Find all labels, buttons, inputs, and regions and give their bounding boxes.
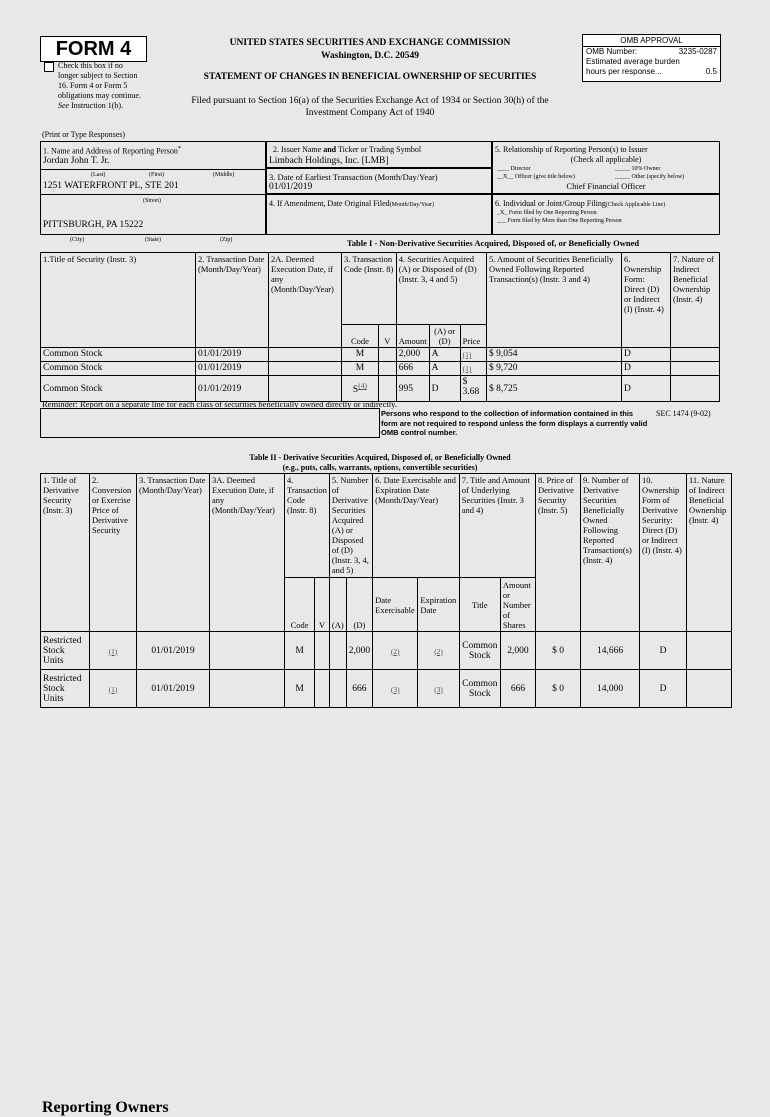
t1-r1-title: Common Stock (41, 362, 196, 376)
box2-issuer: 2. Issuer Name and Ticker or Trading Symbol Limbach Holdings, Inc. [LMB] (266, 141, 492, 168)
form-title: FORM 4 (40, 36, 147, 62)
t1-h5: 5. Amount of Securities Beneficially Owned Following Reported Transaction(s) (Instr. 3 and 4) (487, 253, 622, 348)
t1-r0-amount: 2,000 (396, 348, 429, 362)
t2-h4: 4. Transaction Code (Instr. 8) (285, 474, 330, 578)
t2-r1-price: $ 0 (536, 670, 581, 708)
t1-r0-nature (671, 348, 720, 362)
t1-amount: Amount (396, 325, 429, 348)
t2-r0-code: M (285, 632, 315, 670)
t1-r0-code: M (342, 348, 379, 362)
t2-r0-ex-link[interactable]: (2) (390, 646, 400, 656)
t1-h1: 1.Title of Security (Instr. 3) (41, 253, 196, 348)
t2-r0-owned: 14,666 (581, 632, 640, 670)
t1-h6: 6. Ownership Form: Direct (D) or Indirect (I) (Instr. 4) (622, 253, 671, 348)
t2-code: Code (285, 578, 315, 632)
t2-h3a: 3A. Deemed Execution Date, if any (Month/Day/Year) (210, 474, 285, 632)
officer-mark: __X__ (497, 174, 514, 180)
last-label: (Last) (91, 172, 106, 178)
box5-label: 5. Relationship of Reporting Person(s) to Issuer (495, 145, 648, 154)
commission-location: Washington, D.C. 20549 (321, 51, 419, 61)
t2-r0-uamt: 2,000 (500, 632, 535, 670)
t2-r1-utitle: Common Stock (459, 670, 500, 708)
table1-title: Table I - Non-Derivative Securities Acquired, Disposed of, or Beneficially Owned (346, 238, 640, 248)
reporting-person-city: PITTSBURGH, PA 15222 (43, 220, 144, 230)
box6-label: 6. Individual or Joint/Group Filing (495, 199, 606, 208)
omb-burden-label: Estimated average burden (586, 57, 680, 66)
t1-code: Code (342, 325, 379, 348)
no-longer-subject-note: Check this box if no longer subject to Section 16. Form 4 or Form 5 obligations may continue. See Instruction 1(b). (44, 61, 144, 111)
box1-reporting-person: 1. Name and Address of Reporting Person* Jordan John T. Jr. (Last) (First) (Middle) 1251 WATERFRONT PL, STE 201 (Street) PITTSBURGH, PA 15222 (40, 141, 266, 235)
t1-r0-form: D (622, 348, 671, 362)
t1-price: Price (460, 325, 486, 348)
t1-r2-deemed (269, 376, 342, 402)
t2-h5: 5. Number of Derivative Securities Acquired (A) or Disposed of (D) (Instr. 3, 4, and 5) (329, 474, 372, 578)
t1-r2-ad: D (429, 376, 460, 402)
t2-r0-deemed (210, 632, 285, 670)
t2-r1-a (329, 670, 346, 708)
reminder-note: Reminder: Report on a separate line for each class of securities beneficially owned directly or indirectly. (42, 399, 397, 409)
t2-h8: 8. Price of Derivative Security (Instr. 5) (536, 474, 581, 632)
omb-title: OMB APPROVAL (583, 35, 720, 47)
t2-r1-deemed (210, 670, 285, 708)
t2-r0-title: Restricted Stock Units (41, 632, 90, 670)
middle-label: (Middle) (213, 172, 235, 178)
t2-d: (D) (346, 578, 372, 632)
t2-r0-utitle: Common Stock (459, 632, 500, 670)
t1-r1-nature (671, 362, 720, 376)
t1-r1-owned: $ 9,720 (487, 362, 622, 376)
officer-title: Chief Financial Officer (566, 181, 646, 191)
t1-r0-title: Common Stock (41, 348, 196, 362)
omb-number-value: 3235-0287 (678, 47, 717, 56)
t1-r2-code: S (352, 385, 359, 396)
t2-r0-nature (687, 632, 732, 670)
box5-sub: (Check all applicable) (570, 155, 642, 164)
reporting-person-street: 1251 WATERFRONT PL, STE 201 (43, 181, 179, 191)
state-label: (State) (145, 237, 161, 243)
filed-pursuant: Filed pursuant to Section 16(a) of the Securities Exchange Act of 1934 or Section 30(h) of the (191, 96, 549, 106)
t2-r1-d: 666 (346, 670, 372, 708)
table1 (40, 252, 720, 402)
t2-r1-code: M (285, 670, 315, 708)
t2-r1-date: 01/01/2019 (137, 670, 210, 708)
table-row (41, 348, 720, 362)
t2-r0-exp-link[interactable]: (2) (434, 646, 443, 656)
t2-r0-a (329, 632, 346, 670)
t1-r2-footnote-link[interactable]: (4) (358, 381, 367, 391)
omb-number-label: OMB Number: (586, 47, 638, 56)
t1-h2a: 2A. Deemed Execution Date, if any (Month/Day/Year) (269, 253, 342, 348)
t1-r1-footnote-link[interactable]: (1) (462, 364, 472, 373)
t2-a: (A) (329, 578, 346, 632)
t2-r1-owned: 14,000 (581, 670, 640, 708)
t1-h7: 7. Nature of Indirect Beneficial Ownership (Instr. 4) (671, 253, 720, 348)
commission-name: UNITED STATES SECURITIES AND EXCHANGE COMMISSION (229, 38, 511, 48)
table2-subtitle: (e.g., puts, calls, warrants, options, convertible securities) (282, 463, 478, 472)
t1-r2-date: 01/01/2019 (196, 376, 269, 402)
t1-r1-form: D (622, 362, 671, 376)
street-label: (Street) (143, 198, 161, 204)
no-longer-subject-checkbox[interactable] (44, 62, 54, 72)
box3-label: 3. Date of Earliest Transaction (Month/Day/Year) (269, 172, 438, 182)
filing-opt2: Form filed by More than One Reporting Person (507, 218, 622, 224)
t2-h2: 2. Conversion or Exercise Price of Derivative Security (90, 474, 137, 632)
t2-r1-uamt: 666 (500, 670, 535, 708)
t1-r0-footnote-link[interactable]: (1) (462, 350, 472, 359)
t1-r1-ad: A (429, 362, 460, 376)
first-label: (First) (149, 172, 164, 178)
t2-h7: 7. Title and Amount of Underlying Securities (Instr. 3 and 4) (459, 474, 535, 578)
t2-r0-conv-link[interactable]: (1) (108, 646, 118, 656)
filed-pursuant-2: Investment Company Act of 1940 (305, 108, 435, 118)
t1-r1-v (378, 362, 396, 376)
t2-r1-v (315, 670, 330, 708)
t1-h3: 3. Transaction Code (Instr. 8) (342, 253, 397, 325)
t2-h1: 1. Title of Derivative Security (Instr. 3) (41, 474, 90, 632)
filing-opt1: Form filed by One Reporting Person (508, 210, 597, 216)
t2-r0-price: $ 0 (536, 632, 581, 670)
box4-amendment: 4. If Amendment, Date Original Filed(Month/Day/Year) (266, 194, 492, 235)
box6-filing: 6. Individual or Joint/Group Filing(Check Applicable Line) _X_ Form filed by One Reporting Person ___ Form filed by More than One Reporting Person (492, 194, 720, 235)
table-row (41, 670, 732, 708)
sec-code: SEC 1474 (9-02) (656, 409, 711, 418)
t1-r2-amount: 995 (396, 376, 429, 402)
t1-v: V (378, 325, 396, 348)
t2-amount-col: Amount or Number of Shares (500, 578, 535, 632)
box2-label: 2. Issuer Name (273, 145, 322, 154)
t2-h11: 11. Nature of Indirect Beneficial Ownership (Instr. 4) (687, 474, 732, 632)
t1-aord: (A) or (D) (429, 325, 460, 348)
t1-r0-owned: $ 9,054 (487, 348, 622, 362)
statement-title: STATEMENT OF CHANGES IN BENEFICIAL OWNERSHIP OF SECURITIES (203, 72, 537, 82)
t2-date-ex: Date Exercisable (373, 578, 418, 632)
t2-r0-v (315, 632, 330, 670)
omb-hours-value: 0.5 (705, 67, 717, 76)
t1-r0-deemed (269, 348, 342, 362)
t1-h2: 2. Transaction Date (Month/Day/Year) (196, 253, 269, 348)
persons-notice: Persons who respond to the collection of information contained in this form are not required to respond unless the form displays a currently valid OMB control number. (381, 409, 648, 437)
director-option: Director (510, 166, 531, 172)
t1-r1-amount: 666 (396, 362, 429, 376)
t2-r1-form: D (640, 670, 687, 708)
t2-r0-date: 01/01/2019 (137, 632, 210, 670)
omb-approval-box (582, 34, 721, 82)
t1-r2-v (378, 376, 396, 402)
earliest-transaction-date: 01/01/2019 (269, 182, 313, 192)
omb-hours-label: hours per response... (586, 67, 662, 76)
t2-exp: Expiration Date (418, 578, 459, 632)
city-label: (City) (70, 237, 85, 243)
zip-label: (Zip) (220, 237, 233, 243)
t1-r2-price: $ 3.68 (460, 376, 486, 402)
t2-r1-exp-link[interactable]: (3) (434, 684, 443, 694)
t1-r0-date: 01/01/2019 (196, 348, 269, 362)
box5-relationship: 5. Relationship of Reporting Person(s) to Issuer (Check all applicable) ____ Director _____ 10% Owner __X__ Officer (give title below) _____ Other (specify below) Chief Financial Officer (492, 141, 720, 194)
t1-r2-owned: $ 8,725 (487, 376, 622, 402)
table-row (41, 362, 720, 376)
t1-r0-ad: A (429, 348, 460, 362)
print-type-note: (Print or Type Responses) (42, 130, 126, 139)
issuer-name: Limbach Holdings, Inc. [LMB] (269, 156, 389, 166)
t2-title-col: Title (459, 578, 500, 632)
t1-r2-form: D (622, 376, 671, 402)
reporting-person-name: Jordan John T. Jr. (43, 156, 110, 166)
table2 (40, 473, 732, 708)
t1-r2-nature (671, 376, 720, 402)
other-option: Other (specify below) (631, 174, 685, 180)
t1-r1-date: 01/01/2019 (196, 362, 269, 376)
t2-r0-d: 2,000 (346, 632, 372, 670)
box4-label: 4. If Amendment, Date Original Filed (269, 199, 390, 208)
box1-label: 1. Name and Address of Reporting Person (43, 146, 178, 156)
t1-r0-v (378, 348, 396, 362)
reminder-spacer-box (40, 408, 380, 438)
t1-h4: 4. Securities Acquired (A) or Disposed of (D) (Instr. 3, 4 and 5) (396, 253, 486, 325)
t2-r1-ex-link[interactable]: (3) (390, 684, 400, 694)
t2-h3: 3. Transaction Date (Month/Day/Year) (137, 474, 210, 632)
t2-v: V (315, 578, 330, 632)
table-row (41, 632, 732, 670)
t1-r1-deemed (269, 362, 342, 376)
t2-r0-form: D (640, 632, 687, 670)
officer-option: Officer (give title below) (514, 174, 575, 180)
box3-earliest-date (266, 168, 492, 194)
ten-pct-option: 10% Owner (631, 166, 661, 172)
t2-h9: 9. Number of Derivative Securities Beneficially Owned Following Reported Transaction(s) (Instr. 4) (581, 474, 640, 632)
t1-r1-code: M (342, 362, 379, 376)
table-row (41, 376, 720, 402)
t1-r2-title: Common Stock (41, 376, 196, 402)
t2-r1-title: Restricted Stock Units (41, 670, 90, 708)
reporting-owners-heading: Reporting Owners (42, 1099, 169, 1116)
t2-r1-nature (687, 670, 732, 708)
table2-title: Table II - Derivative Securities Acquired, Disposed of, or Beneficially Owned (249, 453, 511, 462)
t2-h10: 10. Ownership Form of Derivative Security: Direct (D) or Indirect (I) (Instr. 4) (640, 474, 687, 632)
filing-opt1-mark: _X_ (497, 210, 508, 216)
t2-h6: 6. Date Exercisable and Expiration Date (Month/Day/Year) (373, 474, 460, 578)
t2-r1-conv-link[interactable]: (1) (108, 684, 118, 694)
